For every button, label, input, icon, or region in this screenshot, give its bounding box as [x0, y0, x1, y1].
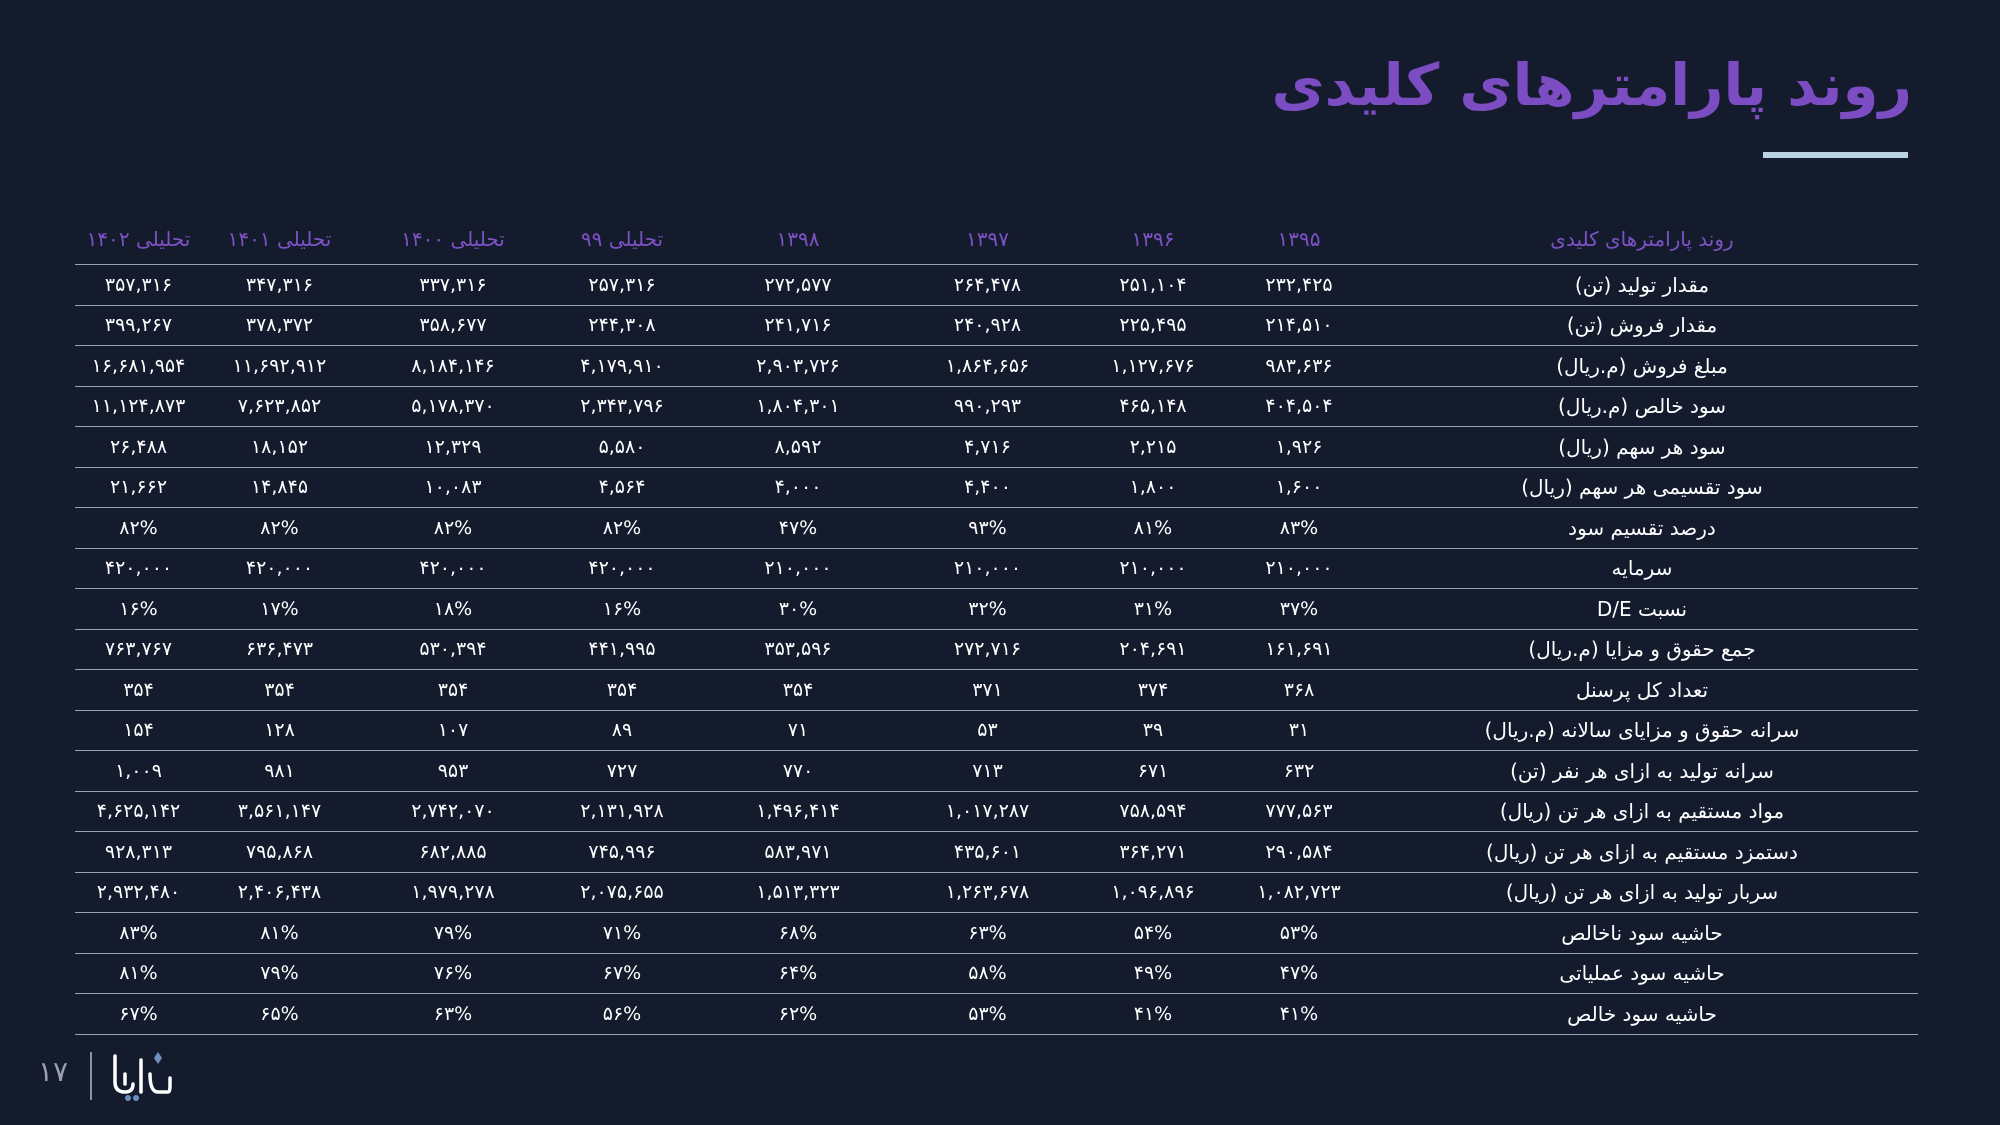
table-cell: ۱,۰۱۷,۲۸۷	[901, 791, 1074, 832]
table-cell: ۵,۱۷۸,۳۷۰	[357, 386, 549, 427]
table-cell: ۲۴۰,۹۲۸	[901, 305, 1074, 346]
table-cell: ۱۴,۸۴۵	[202, 467, 357, 508]
page-title: روند پارامترهای کلیدی	[1271, 51, 1912, 119]
row-label: حاشیه سود ناخالص	[1366, 913, 1918, 954]
table-cell: ۷۱۳	[901, 751, 1074, 792]
title-underline	[1763, 152, 1908, 158]
table-cell: ۷۵۸,۵۹۴	[1074, 791, 1232, 832]
table-cell: ۹۵۳	[357, 751, 549, 792]
table-cell: ۶۷%	[75, 994, 202, 1035]
table-row	[75, 346, 1918, 387]
table-cell: ۳۶۸	[1232, 670, 1366, 711]
table-cell: ۷۷۷,۵۶۳	[1232, 791, 1366, 832]
table-cell: ۶۵%	[202, 994, 357, 1035]
table-row	[75, 994, 1918, 1035]
row-label: سربار تولید به ازای هر تن (ریال)	[1366, 872, 1918, 913]
table-cell: ۷۴۵,۹۹۶	[549, 832, 695, 873]
table-row	[75, 589, 1918, 630]
table-body	[75, 265, 1918, 1035]
table-cell: ۷۱	[695, 710, 901, 751]
table-row	[75, 670, 1918, 711]
table-cell: ۳۶۴,۲۷۱	[1074, 832, 1232, 873]
table-cell: ۹۹۰,۲۹۳	[901, 386, 1074, 427]
table-cell: ۸,۱۸۴,۱۴۶	[357, 346, 549, 387]
row-label: دستمزد مستقیم به ازای هر تن (ریال)	[1366, 832, 1918, 873]
table-cell: ۹۸۳,۶۳۶	[1232, 346, 1366, 387]
table-cell: ۲۱,۶۶۲	[75, 467, 202, 508]
column-header: ۱۳۹۷	[901, 214, 1074, 265]
table-cell: ۸۱%	[1074, 508, 1232, 549]
table-cell: ۳۵۳,۵۹۶	[695, 629, 901, 670]
table-cell: ۵۸۳,۹۷۱	[695, 832, 901, 873]
table-row	[75, 872, 1918, 913]
table-cell: ۱۱,۱۲۴,۸۷۳	[75, 386, 202, 427]
table-cell: ۲۷۲,۷۱۶	[901, 629, 1074, 670]
table-cell: ۹۲۸,۳۱۳	[75, 832, 202, 873]
table-cell: ۱۶%	[549, 589, 695, 630]
table-cell: ۲۳۲,۴۲۵	[1232, 265, 1366, 306]
row-label: نسبت D/E	[1366, 589, 1918, 630]
table-cell: ۷۹%	[357, 913, 549, 954]
row-label: حاشیه سود خالص	[1366, 994, 1918, 1035]
table-cell: ۱,۸۰۴,۳۰۱	[695, 386, 901, 427]
table-cell: ۱,۹۲۶	[1232, 427, 1366, 468]
table-cell: ۱۶۱,۶۹۱	[1232, 629, 1366, 670]
row-label: مقدار فروش (تن)	[1366, 305, 1918, 346]
table-cell: ۲۶۴,۴۷۸	[901, 265, 1074, 306]
table-cell: ۲۹۰,۵۸۴	[1232, 832, 1366, 873]
table-cell: ۶۷۱	[1074, 751, 1232, 792]
table-cell: ۲۴۴,۳۰۸	[549, 305, 695, 346]
table-cell: ۴۶۵,۱۴۸	[1074, 386, 1232, 427]
table-row	[75, 629, 1918, 670]
table-cell: ۸۱%	[75, 953, 202, 994]
table-cell: ۱۰,۰۸۳	[357, 467, 549, 508]
row-label: مواد مستقیم به ازای هر تن (ریال)	[1366, 791, 1918, 832]
table-cell: ۴۲۰,۰۰۰	[202, 548, 357, 589]
row-label: سود هر سهم (ریال)	[1366, 427, 1918, 468]
table-cell: ۲۱۴,۵۱۰	[1232, 305, 1366, 346]
table-row	[75, 953, 1918, 994]
table-cell: ۷۶%	[357, 953, 549, 994]
table-cell: ۴,۶۲۵,۱۴۲	[75, 791, 202, 832]
table-cell: ۶۳%	[357, 994, 549, 1035]
table-cell: ۸۳%	[75, 913, 202, 954]
table-cell: ۳۵۴	[695, 670, 901, 711]
table-cell: ۲۱۰,۰۰۰	[1232, 548, 1366, 589]
table-row	[75, 386, 1918, 427]
table-row	[75, 791, 1918, 832]
table-cell: ۱۱,۶۹۲,۹۱۲	[202, 346, 357, 387]
table-cell: ۱,۰۸۲,۷۲۳	[1232, 872, 1366, 913]
table-cell: ۲,۴۰۶,۴۳۸	[202, 872, 357, 913]
table-cell: ۱۶,۶۸۱,۹۵۴	[75, 346, 202, 387]
column-header: تحلیلی ۱۴۰۲	[75, 214, 202, 265]
table-row	[75, 265, 1918, 306]
table-cell: ۲۵۱,۱۰۴	[1074, 265, 1232, 306]
table-cell: ۲,۱۳۱,۹۲۸	[549, 791, 695, 832]
table-cell: ۱۸,۱۵۲	[202, 427, 357, 468]
table-cell: ۴۲۰,۰۰۰	[357, 548, 549, 589]
table-cell: ۱,۸۰۰	[1074, 467, 1232, 508]
table-cell: ۱۷%	[202, 589, 357, 630]
table-cell: ۳۱%	[1074, 589, 1232, 630]
row-label: سرانه حقوق و مزایای سالانه (م.ریال)	[1366, 710, 1918, 751]
table-cell: ۶۸%	[695, 913, 901, 954]
column-header: ۱۳۹۸	[695, 214, 901, 265]
table-cell: ۴,۷۱۶	[901, 427, 1074, 468]
table-cell: ۷۹۵,۸۶۸	[202, 832, 357, 873]
table-cell: ۳۵۴	[549, 670, 695, 711]
column-header: ۱۳۹۶	[1074, 214, 1232, 265]
table-cell: ۷۷۰	[695, 751, 901, 792]
table-cell: ۳۹	[1074, 710, 1232, 751]
table-cell: ۴۷%	[1232, 953, 1366, 994]
table-cell: ۸۳%	[1232, 508, 1366, 549]
table-cell: ۱,۵۱۳,۳۲۳	[695, 872, 901, 913]
table-cell: ۲۶,۴۸۸	[75, 427, 202, 468]
table-cell: ۷۶۳,۷۶۷	[75, 629, 202, 670]
table-cell: ۵,۵۸۰	[549, 427, 695, 468]
column-header: تحلیلی ۱۴۰۱	[202, 214, 357, 265]
table-row	[75, 710, 1918, 751]
row-label: حاشیه سود عملیاتی	[1366, 953, 1918, 994]
table-cell: ۶۸۲,۸۸۵	[357, 832, 549, 873]
table-cell: ۳۹۹,۲۶۷	[75, 305, 202, 346]
table-cell: ۴,۰۰۰	[695, 467, 901, 508]
row-label: سود خالص (م.ریال)	[1366, 386, 1918, 427]
table-cell: ۲۲۵,۴۹۵	[1074, 305, 1232, 346]
logo-icon	[108, 1048, 174, 1104]
table-cell: ۶۷%	[549, 953, 695, 994]
table-cell: ۸۲%	[202, 508, 357, 549]
table-cell: ۳۵۴	[357, 670, 549, 711]
table-cell: ۶۳۶,۴۷۳	[202, 629, 357, 670]
table-row	[75, 832, 1918, 873]
table-cell: ۳۵۸,۶۷۷	[357, 305, 549, 346]
table-cell: ۹۸۱	[202, 751, 357, 792]
table-cell: ۳۷۴	[1074, 670, 1232, 711]
table-cell: ۴۹%	[1074, 953, 1232, 994]
table-cell: ۱۶%	[75, 589, 202, 630]
table-cell: ۴۱%	[1074, 994, 1232, 1035]
table-cell: ۲,۹۳۲,۴۸۰	[75, 872, 202, 913]
table-cell: ۶۲%	[695, 994, 901, 1035]
table-cell: ۵۴%	[1074, 913, 1232, 954]
table-cell: ۱,۱۲۷,۶۷۶	[1074, 346, 1232, 387]
table-cell: ۱,۴۹۶,۴۱۴	[695, 791, 901, 832]
table-cell: ۹۳%	[901, 508, 1074, 549]
row-label: سود تقسیمی هر سهم (ریال)	[1366, 467, 1918, 508]
table-cell: ۲۱۰,۰۰۰	[901, 548, 1074, 589]
table-cell: ۵۳%	[901, 994, 1074, 1035]
table-cell: ۳۷۸,۳۷۲	[202, 305, 357, 346]
table-cell: ۵۸%	[901, 953, 1074, 994]
table-cell: ۸۲%	[75, 508, 202, 549]
table-cell: ۶۳%	[901, 913, 1074, 954]
table-cell: ۲۱۰,۰۰۰	[1074, 548, 1232, 589]
row-label: مقدار تولید (تن)	[1366, 265, 1918, 306]
table-cell: ۸۲%	[549, 508, 695, 549]
table-cell: ۱,۹۷۹,۲۷۸	[357, 872, 549, 913]
table-cell: ۳۳۷,۳۱۶	[357, 265, 549, 306]
table-cell: ۲,۷۴۲,۰۷۰	[357, 791, 549, 832]
table-cell: ۴۷%	[695, 508, 901, 549]
table-cell: ۶۴%	[695, 953, 901, 994]
table-cell: ۱۸%	[357, 589, 549, 630]
table-cell: ۱۰۷	[357, 710, 549, 751]
table-cell: ۶۳۲	[1232, 751, 1366, 792]
table-cell: ۱,۶۰۰	[1232, 467, 1366, 508]
table-row	[75, 548, 1918, 589]
table-row	[75, 913, 1918, 954]
table-cell: ۷۱%	[549, 913, 695, 954]
table-cell: ۳۷%	[1232, 589, 1366, 630]
table-cell: ۴۰۴,۵۰۴	[1232, 386, 1366, 427]
column-header: ۱۳۹۵	[1232, 214, 1366, 265]
table-cell: ۱,۰۰۹	[75, 751, 202, 792]
table-cell: ۸۹	[549, 710, 695, 751]
table-cell: ۲۵۷,۳۱۶	[549, 265, 695, 306]
table-cell: ۱۵۴	[75, 710, 202, 751]
row-label: تعداد کل پرسنل	[1366, 670, 1918, 711]
table-cell: ۸۱%	[202, 913, 357, 954]
table-cell: ۳,۵۶۱,۱۴۷	[202, 791, 357, 832]
table-cell: ۲۴۱,۷۱۶	[695, 305, 901, 346]
table-header-row	[75, 214, 1918, 265]
column-header: تحلیلی ۹۹	[549, 214, 695, 265]
table-cell: ۳۱	[1232, 710, 1366, 751]
table-cell: ۳۷۱	[901, 670, 1074, 711]
table-row	[75, 467, 1918, 508]
table-cell: ۷۹%	[202, 953, 357, 994]
table-cell: ۴۲۰,۰۰۰	[549, 548, 695, 589]
table-cell: ۴۱%	[1232, 994, 1366, 1035]
table-cell: ۱,۰۹۶,۸۹۶	[1074, 872, 1232, 913]
table-row	[75, 508, 1918, 549]
table-cell: ۲۷۲,۵۷۷	[695, 265, 901, 306]
table-cell: ۴,۵۶۴	[549, 467, 695, 508]
table-cell: ۷,۶۲۳,۸۵۲	[202, 386, 357, 427]
table-row	[75, 427, 1918, 468]
key-parameters-table	[75, 214, 1918, 1035]
table-cell: ۳۴۷,۳۱۶	[202, 265, 357, 306]
table-cell: ۲,۲۱۵	[1074, 427, 1232, 468]
table-cell: ۴۲۰,۰۰۰	[75, 548, 202, 589]
footer-divider	[90, 1052, 92, 1100]
table-cell: ۵۶%	[549, 994, 695, 1035]
table-cell: ۲۱۰,۰۰۰	[695, 548, 901, 589]
header-label: روند پارامترهای کلیدی	[1366, 214, 1918, 265]
table-cell: ۱,۸۶۴,۶۵۶	[901, 346, 1074, 387]
table-cell: ۴۳۵,۶۰۱	[901, 832, 1074, 873]
table-cell: ۲,۳۴۳,۷۹۶	[549, 386, 695, 427]
table-cell: ۴,۴۰۰	[901, 467, 1074, 508]
page-number: ۱۷	[38, 1055, 69, 1088]
row-label: سرمایه	[1366, 548, 1918, 589]
table-cell: ۳۲%	[901, 589, 1074, 630]
row-label: مبلغ فروش (م.ریال)	[1366, 346, 1918, 387]
table-cell: ۵۳%	[1232, 913, 1366, 954]
table-cell: ۵۳۰,۳۹۴	[357, 629, 549, 670]
table-cell: ۷۲۷	[549, 751, 695, 792]
table-cell: ۸۲%	[357, 508, 549, 549]
column-header: تحلیلی ۱۴۰۰	[357, 214, 549, 265]
row-label: سرانه تولید به ازای هر نفر (تن)	[1366, 751, 1918, 792]
table-cell: ۱۲,۳۲۹	[357, 427, 549, 468]
table-row	[75, 305, 1918, 346]
table-cell: ۱,۲۶۳,۶۷۸	[901, 872, 1074, 913]
table-cell: ۳۵۴	[202, 670, 357, 711]
table-cell: ۳۵۴	[75, 670, 202, 711]
table-cell: ۴,۱۷۹,۹۱۰	[549, 346, 695, 387]
table-cell: ۲,۰۷۵,۶۵۵	[549, 872, 695, 913]
table-cell: ۲۰۴,۶۹۱	[1074, 629, 1232, 670]
table-cell: ۲,۹۰۳,۷۲۶	[695, 346, 901, 387]
table-row	[75, 751, 1918, 792]
table-cell: ۴۴۱,۹۹۵	[549, 629, 695, 670]
row-label: درصد تقسیم سود	[1366, 508, 1918, 549]
table-cell: ۵۳	[901, 710, 1074, 751]
row-label: جمع حقوق و مزایا (م.ریال)	[1366, 629, 1918, 670]
table-cell: ۸,۵۹۲	[695, 427, 901, 468]
table-cell: ۳۰%	[695, 589, 901, 630]
table-cell: ۳۵۷,۳۱۶	[75, 265, 202, 306]
table-cell: ۱۲۸	[202, 710, 357, 751]
